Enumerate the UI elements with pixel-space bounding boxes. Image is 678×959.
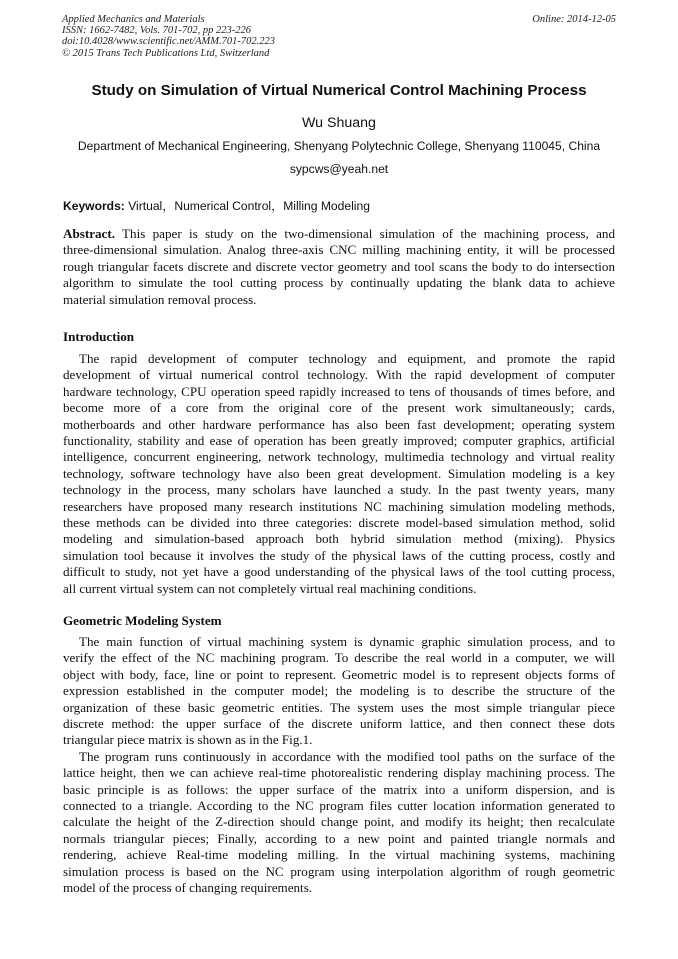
doi-line: doi:10.4028/www.scientific.net/AMM.701-702.223 [62, 36, 275, 48]
body-line: object with body, face, line or point to represent. Geometric model is to represent objects forms of [63, 666, 615, 682]
body-line: expression established in the computer model; the modeling is to describe the structure of the [63, 683, 615, 699]
body-line: modeling and simulation-based approach both hybrid simulation method (mixing). Physics [63, 531, 615, 547]
body-line: all current virtual system can not completely virtual real machining conditions. [63, 580, 477, 596]
copyright-line: © 2015 Trans Tech Publications Ltd, Switzerland [62, 47, 270, 59]
body-line: basic principle is as follows: the upper surface of the matrix into a uniform dispersion, and is [63, 781, 615, 797]
keywords [63, 197, 370, 214]
body-line: researchers have proposed many research institutions NC machining simulation modeling methods, [63, 498, 615, 514]
keywords-value: Virtual，Numerical Control，Milling Modeling [124, 199, 370, 213]
body-line: functionality, stability and ease of operation has been greatly improved; computer graphics, artificial [63, 433, 615, 449]
body-line: The main function of virtual machining system is dynamic graphic simulation process, and to [79, 634, 615, 649]
keywords-label: Keywords: [63, 199, 125, 213]
abstract-label: Abstract. [63, 226, 115, 241]
body-line: intelligence, concurrent engineering, network technology, multimedia technology and virtual reality [63, 449, 615, 465]
abstract-line: material simulation removal process. [63, 291, 257, 307]
paper-title: Study on Simulation of Virtual Numerical Control Machining Process [91, 82, 587, 99]
body-line: discrete method: the upper surface of the discrete uniform lattice, and then connect these dots [63, 716, 615, 732]
body-line: these methods can be divided into three categories: discrete model-based simulation method, solid [63, 515, 615, 531]
introduction-body [63, 351, 615, 597]
body-line: motherboards and other hardware performance has also been fast development; operating system [63, 416, 615, 432]
body-line: technology, software technology have also been great development. Simulation modeling is a key [63, 465, 615, 481]
body-line: simulation tool because it involves the study of the physical laws of the cutting process, costly and [63, 547, 615, 563]
body-line: verify the effect of the NC machining program. To describe the real world in a computer, we will [63, 650, 615, 666]
geometric-modeling-body [63, 634, 615, 897]
body-line: calculate the height of the Z-direction should change point, and modify its height; then recalculate [63, 814, 615, 830]
body-line: normals triangular pieces; Finally, according to a new point and painted triangle normals and [63, 830, 615, 846]
journal-name: Applied Mechanics and Materials [62, 14, 205, 25]
section-heading-geometric-modeling: Geometric Modeling System [63, 613, 222, 628]
body-line: simulation process is based on the NC program using interpolation algorithm of rough geometric [63, 863, 615, 879]
body-line: model of the process of changing requirements. [63, 880, 313, 896]
abstract [63, 226, 615, 308]
body-line: rendering, achieve Real-time modeling milling. In the virtual machining systems, machining [63, 847, 615, 863]
body-line: become more of a core from the original core of the present work simultaneously; cards, [63, 400, 615, 416]
online-date: Online: 2014-12-05 [532, 14, 616, 25]
abstract-line: algorithm to simulate the tool cutting process by continually updating the blank data to achieve [63, 275, 615, 291]
issn-line: ISSN: 1662-7482, Vols. 701-702, pp 223-226 [62, 25, 251, 37]
abstract-line: Abstract. This paper is study on the two-dimensional simulation of the machining process, and [63, 226, 615, 241]
body-line: lattice height, then we can achieve real-time photorealistic rendering display machining process. The [63, 765, 615, 781]
author-name: Wu Shuang [302, 115, 376, 131]
journal-header [62, 14, 616, 59]
abstract-line: rough triangular facets discrete and discrete vector geometry and tool scans the body to do intersection [63, 258, 615, 274]
body-line: connected to a triangle. According to the NC program files cutter location information generated to [63, 798, 615, 814]
body-line: development of virtual numerical control technology. With the rapid development of computer [63, 367, 615, 383]
body-line: technology in the process, many scholars have launched a study. In the past twenty years, many [63, 482, 615, 498]
affiliation: Department of Mechanical Engineering, Shenyang Polytechnic College, Shenyang 110045, China [77, 139, 601, 153]
body-line: hardware technology, CPU operation speed rapidly increased to tens of thousands of times before, and [63, 383, 615, 399]
body-line: triangular piece matrix is shown as in the Fig.1. [63, 732, 313, 748]
body-line: The rapid development of computer technology and equipment, and promote the rapid [79, 351, 615, 366]
abstract-line: three-dimensional simulation. Analog three-axis CNC milling machining entity, it will be processed [63, 242, 615, 258]
author-email: sypcws@yeah.net [289, 162, 389, 176]
body-line: The program runs continuously in accordance with the modified tool paths on the surface of the [79, 748, 615, 764]
body-line: difficult to study, not yet have a good understanding of the physical laws of the tool cutting process, [63, 564, 615, 580]
body-line: organization of these basic geometric entities. The system uses the most simple triangular piece [63, 699, 615, 715]
section-heading-introduction: Introduction [63, 329, 135, 344]
